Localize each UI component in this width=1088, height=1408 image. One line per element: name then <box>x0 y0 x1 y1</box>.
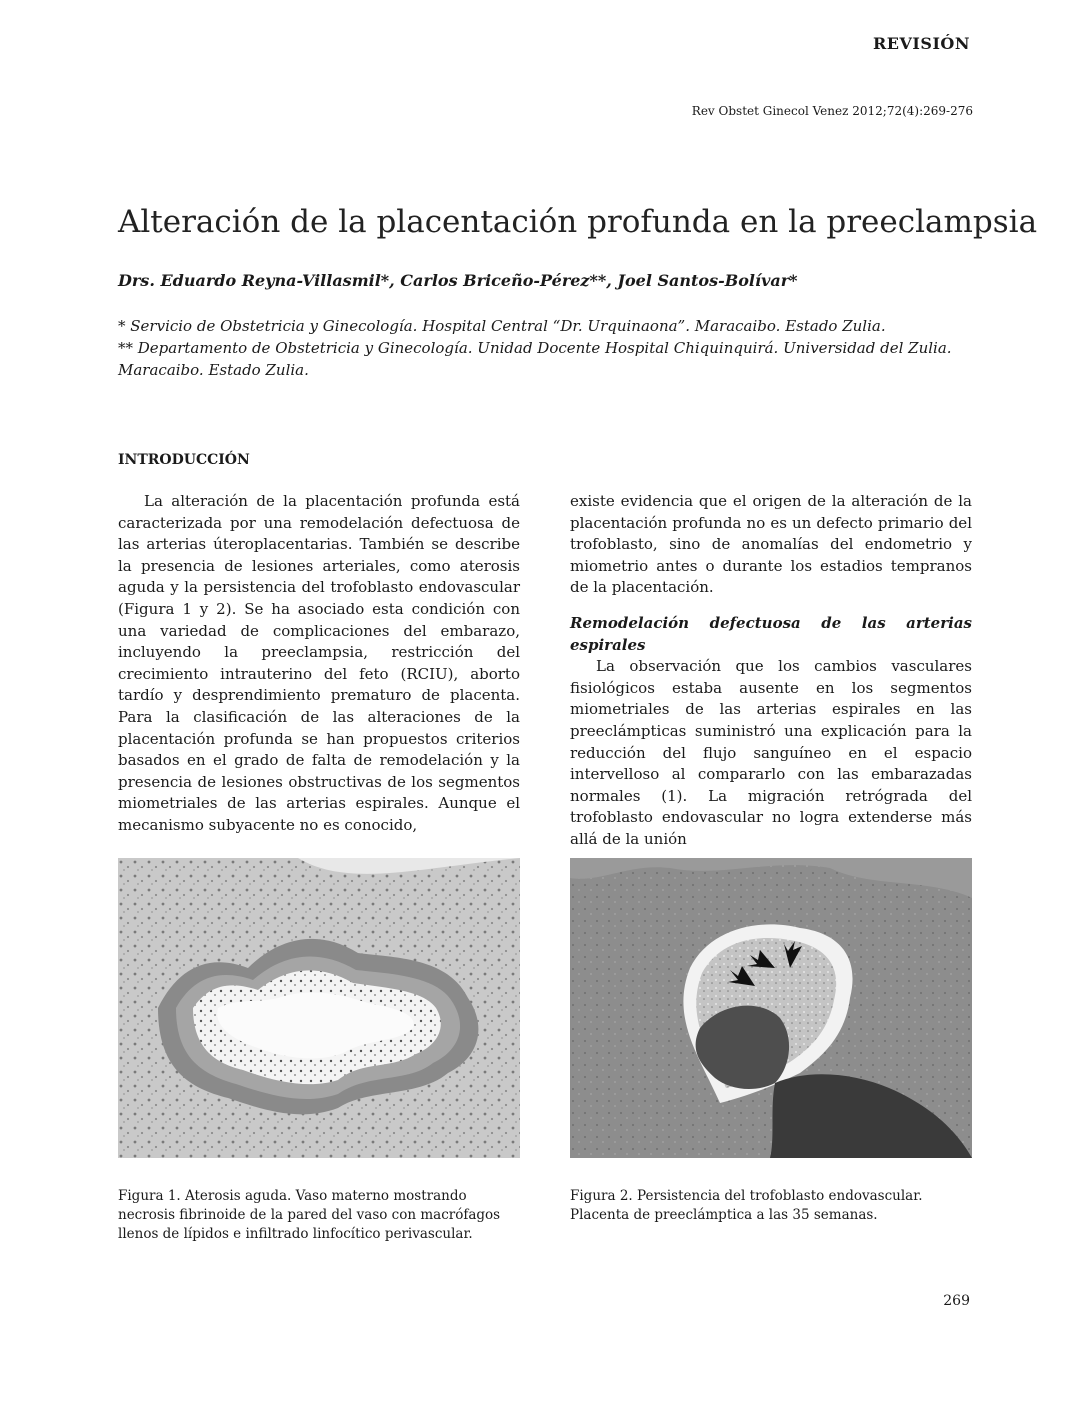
page-number: 269 <box>943 1293 970 1309</box>
affiliation-1: * Servicio de Obstetricia y Ginecología. Hospital Central “Dr. Urquinaona”. Maracaibo. Estado Zulia. <box>118 317 886 335</box>
section-heading-introduction: INTRODUCCIÓN <box>118 452 250 468</box>
journal-citation: Rev Obstet Ginecol Venez 2012;72(4):269-276 <box>691 104 973 118</box>
author-list: Drs. Eduardo Reyna-Villasmil*, Carlos Briceño-Pérez**, Joel Santos-Bolívar* <box>118 271 798 290</box>
figure-1-micrograph <box>118 858 520 1158</box>
affiliation-2: ** Departamento de Obstetricia y Ginecología. Unidad Docente Hospital Chiquinquirá. Universidad del Zulia. Maracaibo. Estado Zulia. <box>118 339 952 379</box>
figure-1-image <box>118 858 520 1158</box>
figure-2-image <box>570 858 972 1158</box>
left-column <box>118 491 520 837</box>
right-column <box>570 491 972 851</box>
subsection-heading: Remodelación defectuosa de las arterias espirales <box>570 613 972 654</box>
figure-2-micrograph <box>570 858 972 1158</box>
section-tag: REVISIÓN <box>873 34 970 53</box>
continuation-paragraph: existe evidencia que el origen de la alteración de la placentación profunda no es un defecto primario del trofoblasto, sino de anomalías del endometrio y miometrio antes o durante los estadios tempranos de la placentación. <box>570 492 972 597</box>
figure-2-caption: Figura 2. Persistencia del trofoblasto endovascular. Placenta de preeclámptica a las 35 semanas. <box>570 1188 923 1223</box>
remodeling-paragraph: La observación que los cambios vasculares fisiológicos estaba ausente en los segmentos miometriales de las arterias espirales en las preeclámpticas suministró una explicación para la reducción del flujo sanguíneo en el espacio intervelloso al compararlo con las embarazadas normales (1). La migración retrógrada del trofoblasto endovascular no logra extenderse más allá de la unión <box>570 657 972 848</box>
intro-paragraph: La alteración de la placentación profunda está caracterizada por una remodelación defectuosa de las arterias úteroplacentarias. También se describe la presencia de lesiones arteriales, como aterosis aguda y la persistencia del trofoblasto endovascular (Figura 1 y 2). Se ha asociado esta condición con una variedad de complicaciones del embarazo, incluyendo la preeclampsia, restricción del crecimiento intrauterino del feto (RCIU), aborto tardío y desprendimiento prematuro de placenta. Para la clasificación de las alteraciones de la placentación profunda se han propuestos criterios basados en el grado de falta de remodelación y la presencia de lesiones obstructivas de los segmentos miometriales de las arterias espirales. Aunque el mecanismo subyacente no es conocido, <box>118 492 520 834</box>
figure-1-caption: Figura 1. Aterosis aguda. Vaso materno mostrando necrosis fibrinoide de la pared del vaso con macrófagos llenos de lípidos e infiltrado linfocítico perivascular. <box>118 1188 501 1242</box>
article-title: Alteración de la placentación profunda en la preeclampsia <box>118 204 1038 240</box>
